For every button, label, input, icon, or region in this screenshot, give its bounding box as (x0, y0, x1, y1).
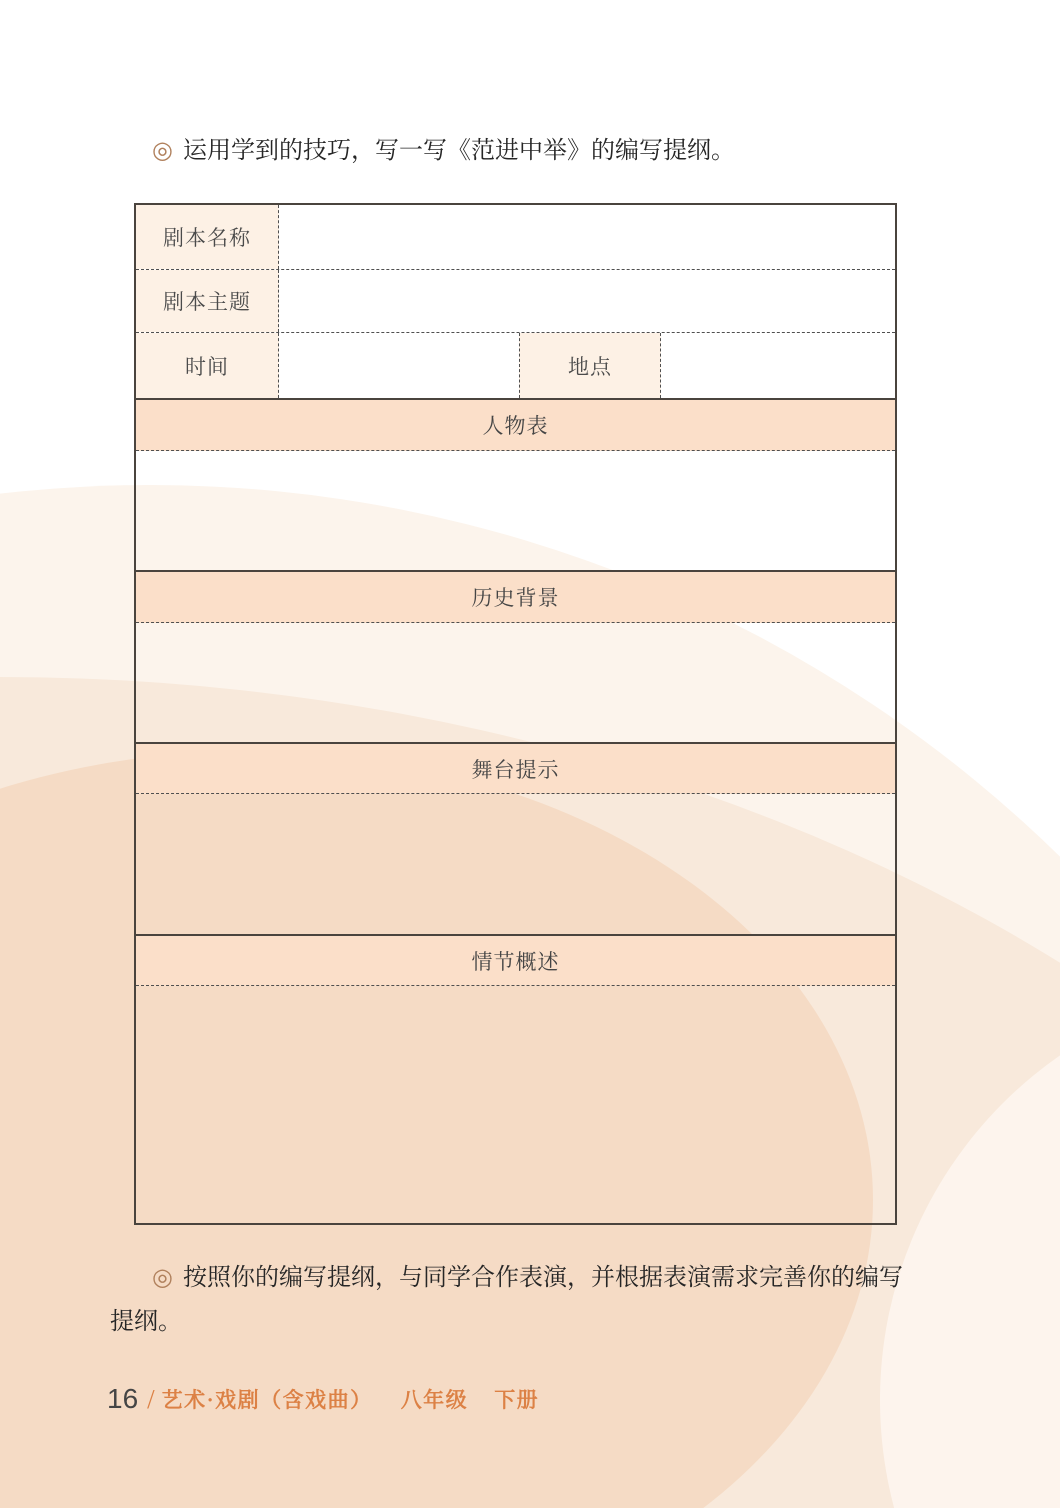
intro-text: 运用学到的技巧，写一写《范进中举》的编写提纲。 (182, 138, 735, 164)
section-content-stage-directions (136, 794, 895, 934)
section-header-stage-directions: 舞台提示 (136, 742, 895, 794)
footer-volume: 下册 (494, 1388, 540, 1412)
row-time-place (136, 333, 895, 398)
practice-line1 (110, 1256, 958, 1300)
page-footer (107, 1383, 539, 1415)
bullet-icon: ◎ (152, 1265, 173, 1291)
section-content-characters (136, 451, 895, 570)
practice-line2: 提纲。 (110, 1309, 182, 1335)
label-cell-time: 时间 (136, 333, 279, 398)
value-cell-script-name (279, 205, 895, 269)
row-script-theme (136, 270, 895, 333)
section-header-plot-summary: 情节概述 (136, 934, 895, 986)
value-cell-script-theme (279, 270, 895, 332)
footer-slash-divider: / (147, 1383, 155, 1414)
section-header-characters: 人物表 (136, 398, 895, 451)
footer-book-title: 艺术·戏剧（含戏曲） (161, 1388, 373, 1412)
footer-grade: 八年级 (400, 1388, 469, 1412)
practice-paragraph (110, 1256, 958, 1344)
page-number: 16 (107, 1383, 139, 1414)
script-outline-table (134, 203, 897, 1225)
bullet-icon: ◎ (152, 138, 173, 164)
practice-text-line1: 按照你的编写提纲，与同学合作表演，并根据表演需求完善你的编写 (182, 1265, 903, 1291)
label-cell-script-theme: 剧本主题 (136, 270, 279, 332)
label-cell-place: 地点 (519, 333, 661, 398)
row-script-name (136, 205, 895, 270)
intro-paragraph (110, 134, 1012, 168)
section-content-plot-summary (136, 986, 895, 1225)
section-content-historical-background (136, 623, 895, 742)
section-header-historical-background: 历史背景 (136, 570, 895, 623)
label-cell-script-name: 剧本名称 (136, 205, 279, 269)
